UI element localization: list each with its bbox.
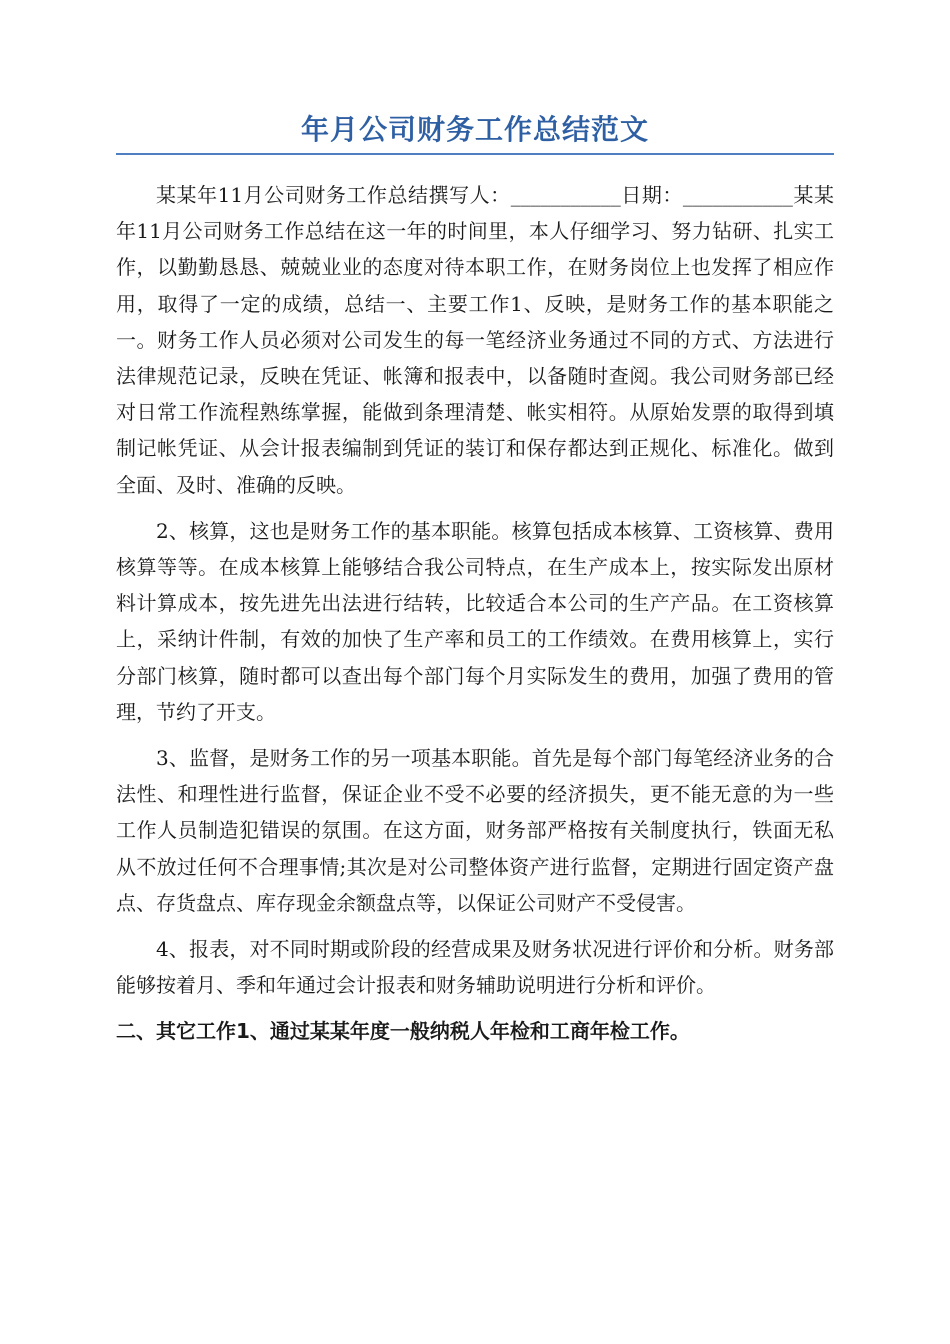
title-underline [116,153,834,155]
document-page [116,110,834,1049]
paragraph-3: 3、监督，是财务工作的另一项基本职能。首先是每个部门每笔经济业务的合法性、和理性进行监督，保证企业不受不必要的经济损失，更不能无意的为一些工作人员制造犯错误的氛围。在这方面，财务部严格按有关制度执行，铁面无私从不放过任何不合理事情;其次是对公司整体资产进行监督，定期进行固定资产盘点、存货盘点、库存现金余额盘点等，以保证公司财产不受侵害。 [116,746,834,915]
paragraph-4: 4、报表，对不同时期或阶段的经营成果及财务状况进行评价和分析。财务部能够按着月、季和年通过会计报表和财务辅助说明进行分析和评价。 [116,937,834,998]
document-title: 年月公司财务工作总结范文 [300,113,649,146]
paragraph-1: 某某年11月公司财务工作总结撰写人：___________日期：___________某某年11月公司财务工作总结在这一年的时间里，本人仔细学习、努力钻研、扎实工作，以勤勤恳恳、兢兢业业的态度对待本职工作，在财务岗位上也发挥了相应作用，取得了一定的成绩，总结一、主要工作1、反映，是财务工作的基本职能之一。财务工作人员必须对公司发生的每一笔经济业务通过不同的方式、方法进行法律规范记录，反映在凭证、帐簿和报表中，以备随时查阅。我公司财务部已经对日常工作流程熟练掌握，能做到条理清楚、帐实相符。从原始发票的取得到填制记帐凭证、从会计报表编制到凭证的装订和保存都达到正规化、标准化。做到全面、及时、准确的反映。 [116,183,834,497]
paragraph-2: 2、核算，这也是财务工作的基本职能。核算包括成本核算、工资核算、费用核算等等。在成本核算上能够结合我公司特点，在生产成本上，按实际发出原材料计算成本，按先进先出法进行结转，比较适合本公司的生产产品。在工资核算上，采纳计件制，有效的加快了生产率和员工的工作绩效。在费用核算上，实行分部门核算，随时都可以查出每个部门每个月实际发生的费用，加强了费用的管理，节约了开支。 [116,518,834,724]
section-heading: 二、其它工作1、通过某某年度一般纳税人年检和工商年检工作。 [116,1019,690,1044]
